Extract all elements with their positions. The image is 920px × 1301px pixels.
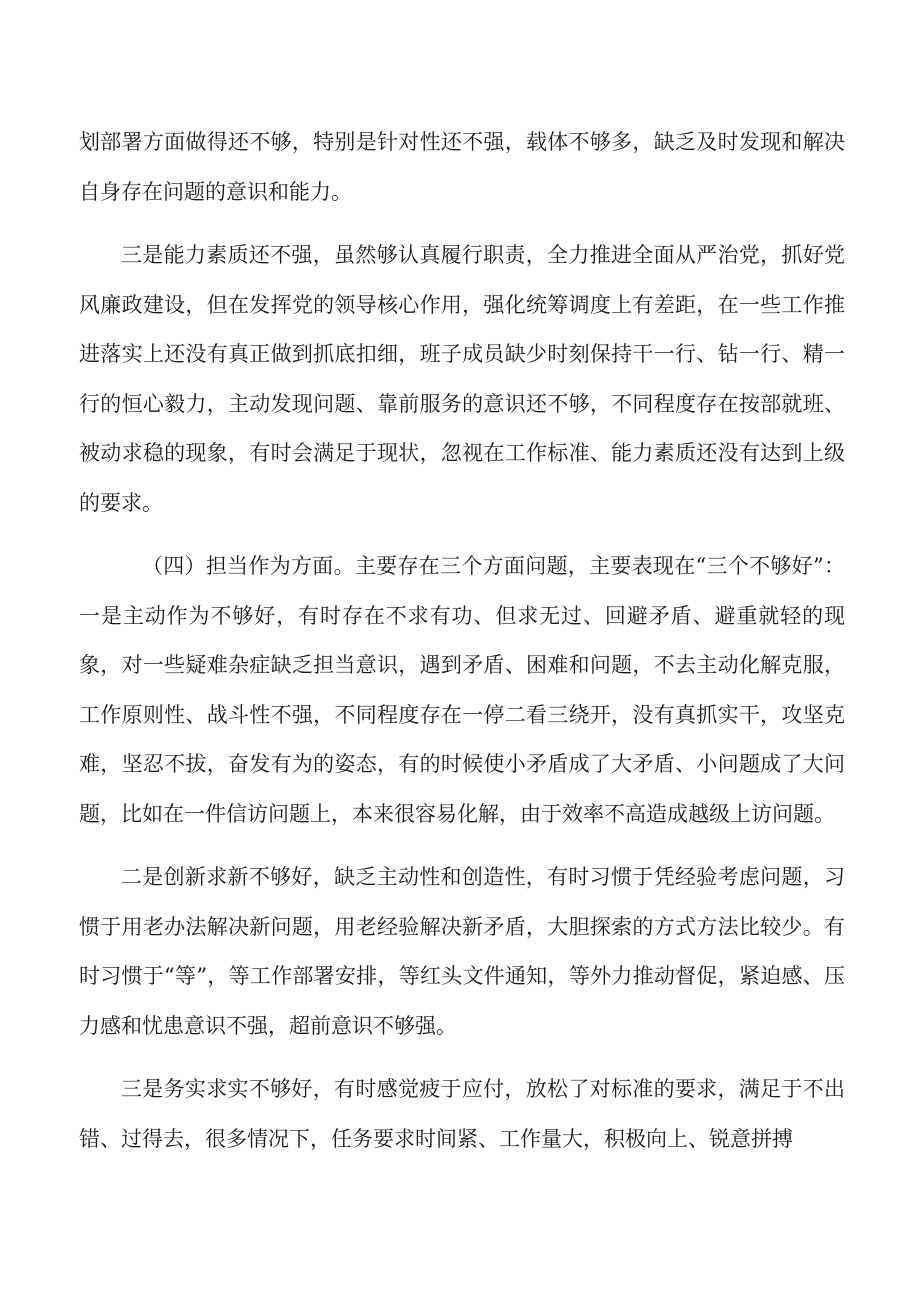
paragraph-pragmatism: 三是务实求实不够好，有时感觉疲于应付，放松了对标准的要求，满足于不出错、过得去，很多情况下，任务要求时间紧、工作量大，积极向上、锐意拼搏 bbox=[79, 1077, 845, 1151]
paragraph-ability-quality: 三是能力素质还不强，虽然够认真履行职责，全力推进全面从严治党，抓好党风廉政建设，但在发挥党的领导核心作用，强化统筹调度上有差距，在一些工作推进落实上还没有真正做到抓底扣细，班子成员缺少时刻保持干一行、钻一行、精一行的恒心毅力，主动发现问题、靠前服务的意识还不够，不同程度存在按部就班、被动求稳的现象，有时会满足于现状，忽视在工作标准、能力素质还没有达到上级的要求。 bbox=[79, 243, 845, 515]
paragraph-continued: 划部署方面做得还不够，特别是针对性还不强，载体不够多，缺乏及时发现和解决自身存在问题的意识和能力。 bbox=[79, 130, 845, 204]
document-body bbox=[79, 118, 845, 1178]
paragraph-innovation: 二是创新求新不够好，缺乏主动性和创造性，有时习惯于凭经验考虑问题，习惯于用老办法解决新问题，用老经验解决新矛盾，大胆探索的方式方法比较少。有时习惯于“等”，等工作部署安排，等红头文件通知，等外力推动督促，紧迫感、压力感和忧患意识不强，超前意识不够强。 bbox=[79, 865, 845, 1038]
paragraph-section-four: （四）担当作为方面。主要存在三个方面问题，主要表现在“三个不够好”：一是主动作为不够好，有时存在不求有功、但求无过、回避矛盾、避重就轻的现象，对一些疑难杂症缺乏担当意识，遇到矛盾、困难和问题，不去主动化解克服，工作原则性、战斗性不强，不同程度存在一停二看三绕开，没有真抓实干，攻坚克难，坚忍不拔，奋发有为的姿态，有的时候使小矛盾成了大矛盾、小问题成了大问题，比如在一件信访问题上，本来很容易化解，由于效率不高造成越级上访问题。 bbox=[79, 554, 845, 826]
